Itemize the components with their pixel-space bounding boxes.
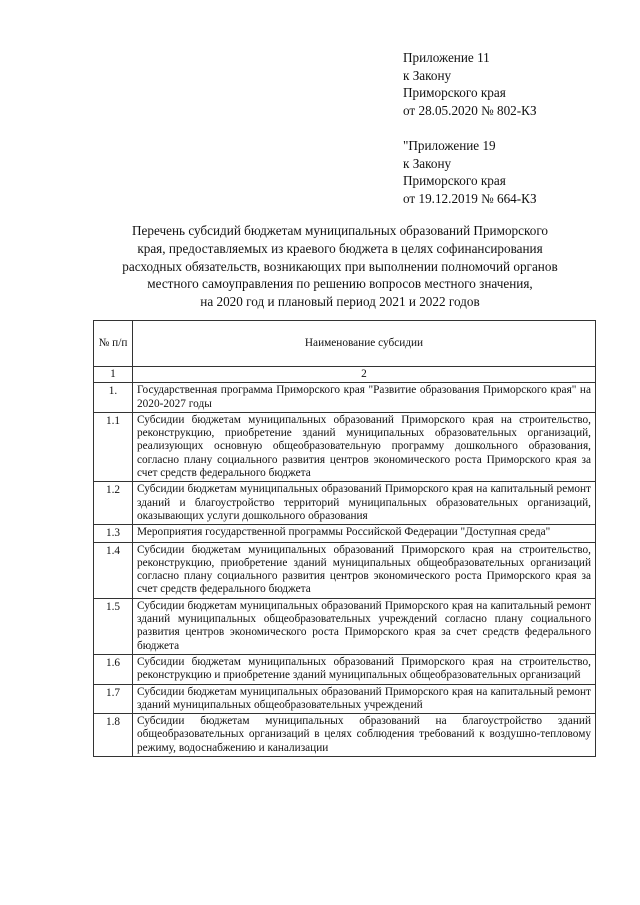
title-line: расходных обязательств, возникающих при выполнении полномочий органов bbox=[122, 258, 558, 274]
row-number: 1.8 bbox=[94, 714, 133, 757]
appendix-current-line: Приложение 11 bbox=[403, 50, 490, 65]
row-number: 1.5 bbox=[94, 598, 133, 654]
header-num: № п/п bbox=[94, 321, 133, 367]
title-line: на 2020 год и плановый период 2021 и 2022 годов bbox=[200, 294, 480, 310]
subsidy-name: Субсидии бюджетам муниципальных образований Приморского края на строительство, реконструкцию, приобретение зданий муниципальных образовательных организаций, реализующих основную общеобразовательную программу дошкольного образования, согласно плану социального развития центров экономического роста Приморского края за счет средств федерального бюджета bbox=[133, 412, 596, 481]
document-title bbox=[80, 222, 600, 311]
subsidies-table bbox=[93, 320, 596, 757]
appendix-current-line: к Закону bbox=[403, 67, 452, 83]
table-row bbox=[94, 412, 596, 481]
title-line: Перечень субсидий бюджетам муниципальных образований Приморского bbox=[131, 223, 548, 238]
appendix-original-line: к Закону bbox=[403, 155, 452, 171]
table-row bbox=[94, 598, 596, 654]
row-number: 1.1 bbox=[94, 412, 133, 481]
row-number: 1.3 bbox=[94, 525, 133, 542]
subsidy-name: Субсидии бюджетам муниципальных образований на благоустройство зданий общеобразовательных организаций в целях соблюдения требований к воздушно-тепловому режиму, водоснабжению и канализации bbox=[133, 714, 596, 757]
subsidy-name: Субсидии бюджетам муниципальных образований Приморского края на капитальный ремонт зданий и благоустройство территорий муниципальных образовательных организаций, оказывающих услуги дошкольного образования bbox=[133, 482, 596, 525]
subsidy-name: Государственная программа Приморского края "Развитие образования Приморского края" на 2020-2027 годы bbox=[133, 383, 596, 413]
appendix-original-line: "Приложение 19 bbox=[403, 138, 496, 153]
row-number: 1.4 bbox=[94, 542, 133, 598]
row-number: 1.2 bbox=[94, 482, 133, 525]
appendix-current-line: Приморского края bbox=[403, 85, 506, 100]
appendix-original-line: Приморского края bbox=[403, 173, 506, 188]
header-name: Наименование субсидии bbox=[133, 321, 596, 367]
subsidy-name: Субсидии бюджетам муниципальных образований Приморского края на капитальный ремонт зданий муниципальных общеобразовательных учреждений bbox=[133, 684, 596, 714]
table-header-row bbox=[94, 321, 596, 367]
row-number: 1.7 bbox=[94, 684, 133, 714]
subsidy-name: Субсидии бюджетам муниципальных образований Приморского края на капитальный ремонт зданий муниципальных общеобразовательных учреждений согласно плану социального развития центров экономического роста Приморского края за счет средств федерального бюджета bbox=[133, 598, 596, 654]
title-line: местного самоуправления по решению вопросов местного значения, bbox=[147, 276, 533, 292]
table-row bbox=[94, 684, 596, 714]
title-line: края, предоставляемых из краевого бюджета в целях софинансирования bbox=[137, 240, 543, 256]
appendix-original-block bbox=[403, 137, 537, 207]
appendix-current-block bbox=[403, 49, 537, 119]
subsidy-name: Субсидии бюджетам муниципальных образований Приморского края на строительство, реконструкцию и приобретение зданий муниципальных общеобразовательных организаций bbox=[133, 654, 596, 684]
subsidy-name: Мероприятия государственной программы Российской Федерации "Доступная среда" bbox=[133, 525, 596, 542]
column-number: 1 bbox=[94, 367, 133, 383]
column-number: 2 bbox=[133, 367, 596, 383]
appendix-original-line: от 19.12.2019 № 664-КЗ bbox=[403, 190, 537, 206]
column-number-row bbox=[94, 367, 596, 383]
row-number: 1.6 bbox=[94, 654, 133, 684]
table-row bbox=[94, 525, 596, 542]
subsidy-name: Субсидии бюджетам муниципальных образований Приморского края на строительство, реконструкцию, приобретение зданий муниципальных общеобразовательных организаций согласно плану социального развития центров экономического роста Приморского края за счет средств федерального бюджета bbox=[133, 542, 596, 598]
table-row bbox=[94, 383, 596, 413]
table-row bbox=[94, 542, 596, 598]
table-row bbox=[94, 482, 596, 525]
table-row bbox=[94, 654, 596, 684]
table-row bbox=[94, 714, 596, 757]
row-number: 1. bbox=[94, 383, 133, 413]
appendix-current-line: от 28.05.2020 № 802-КЗ bbox=[403, 102, 537, 118]
